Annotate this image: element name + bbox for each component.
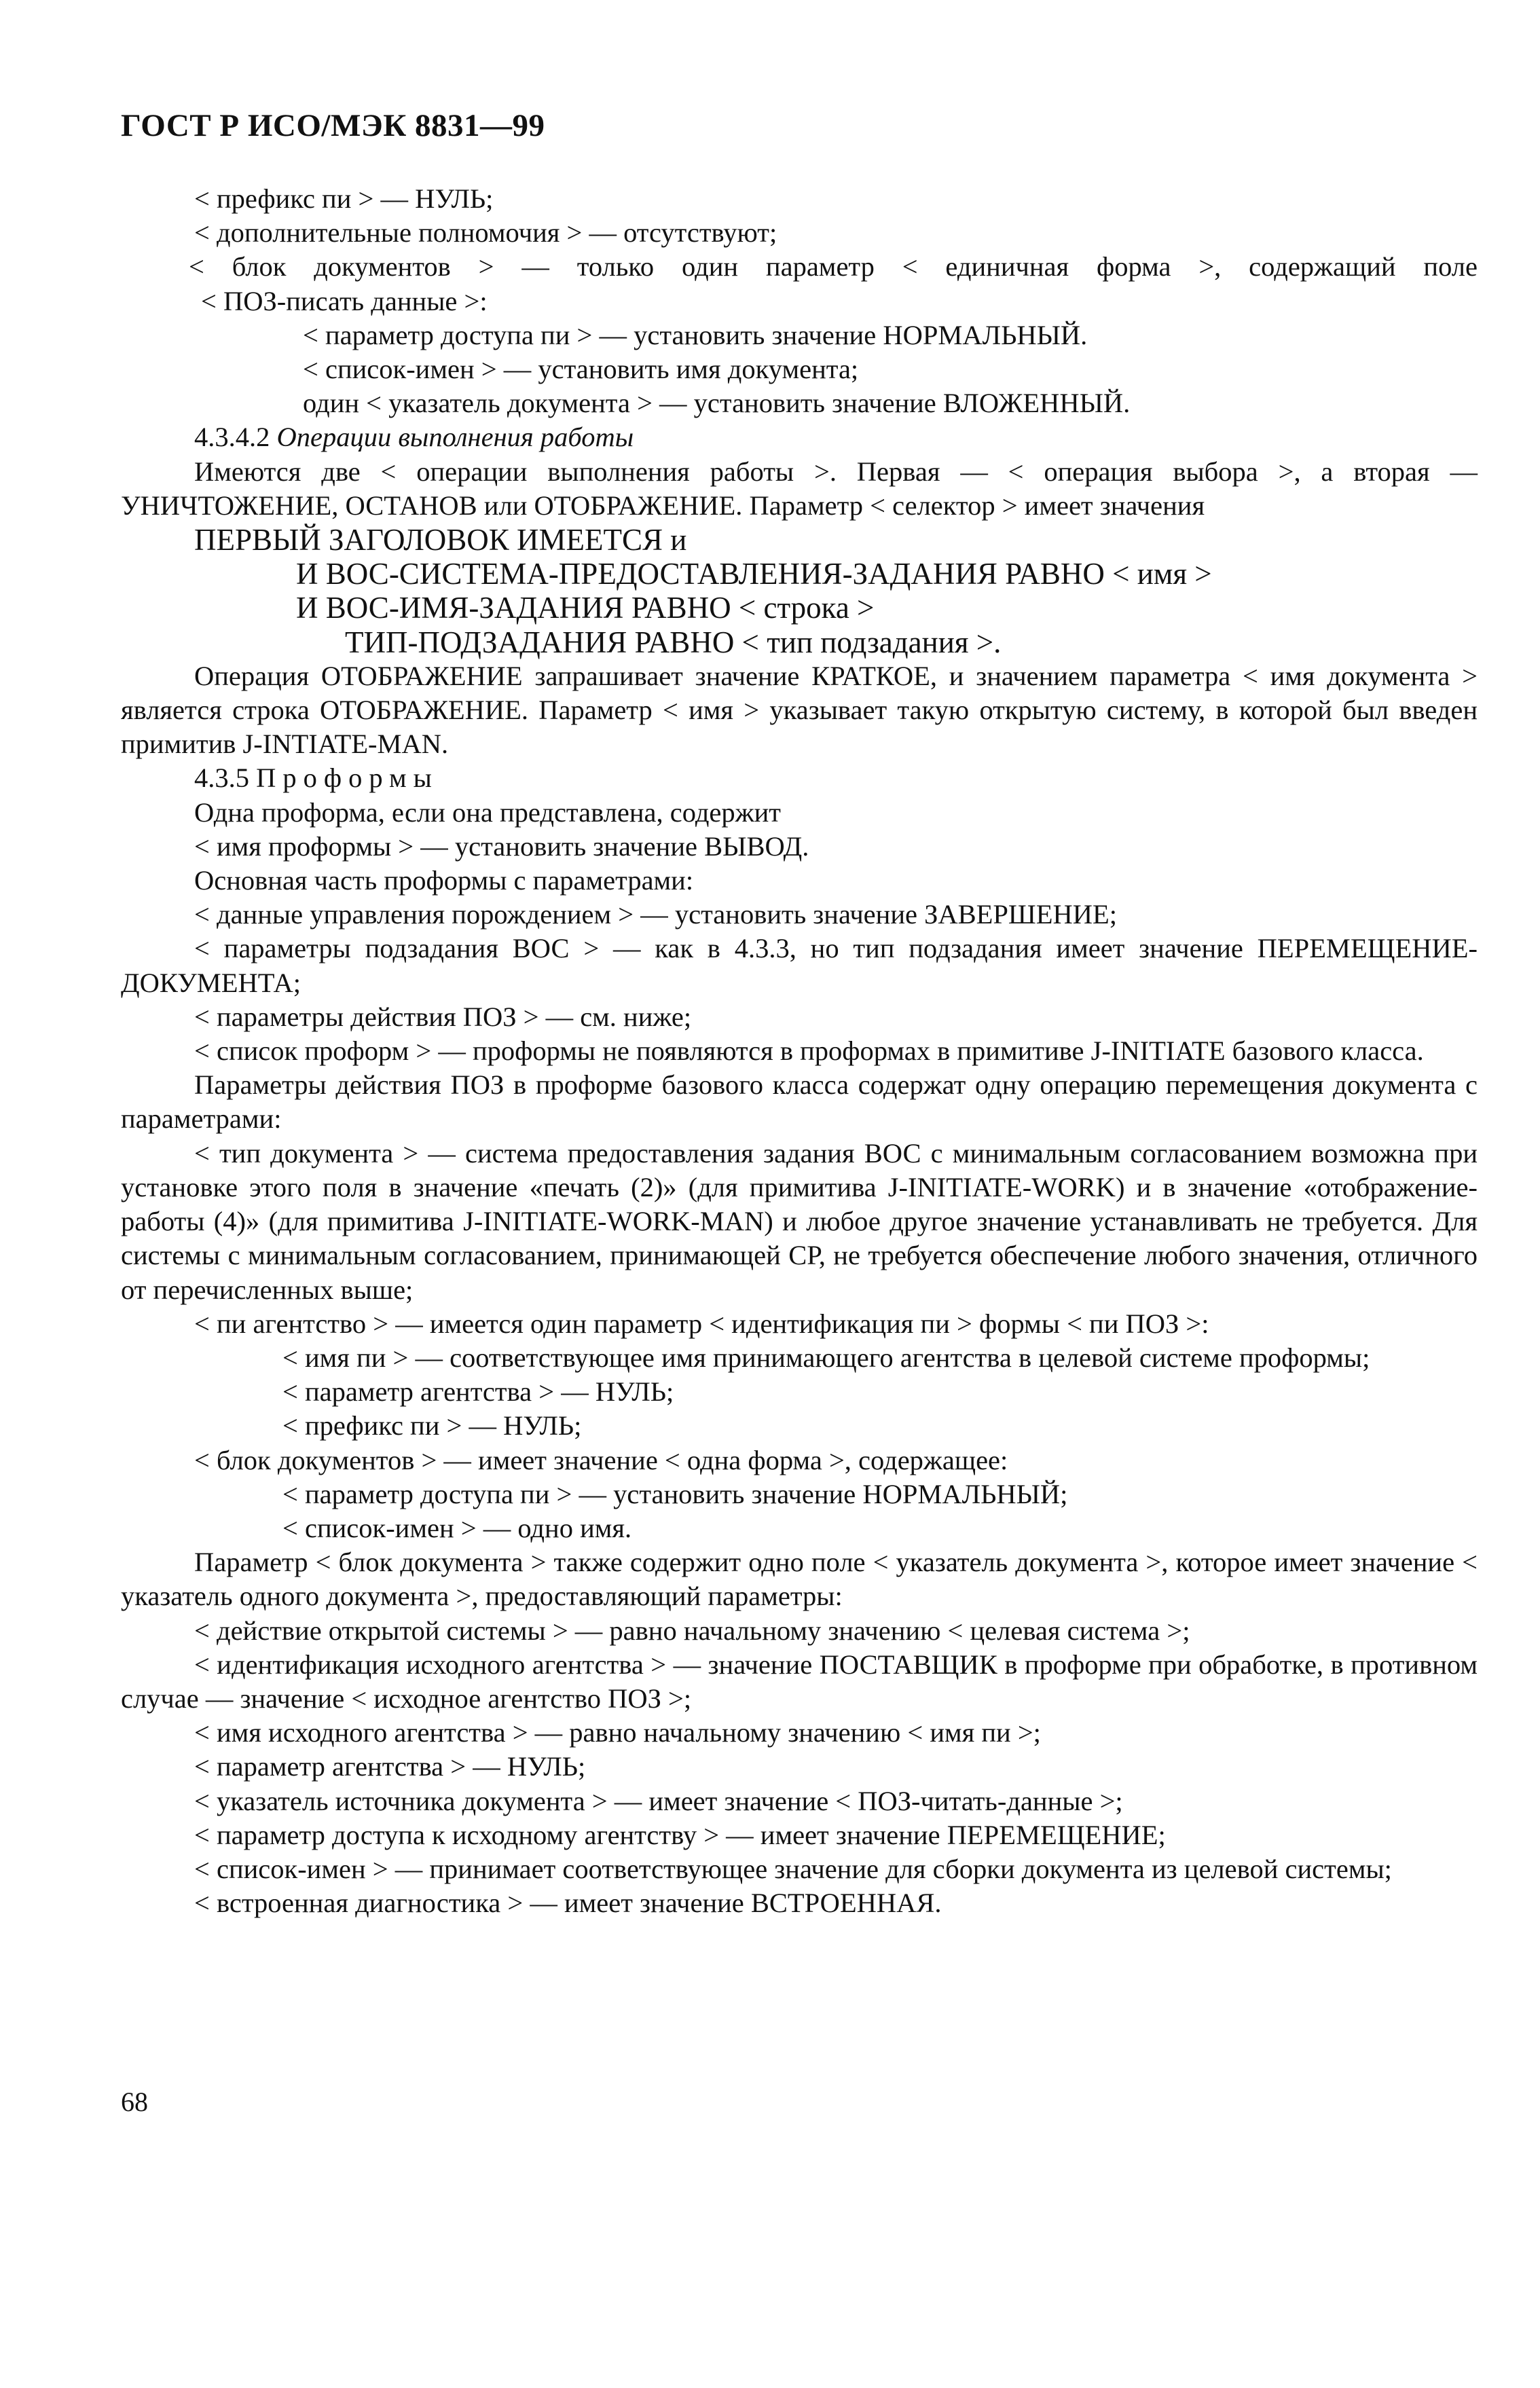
text-line: < ПОЗ-писать данные >: — [201, 285, 488, 316]
section-title: Проформы — [256, 763, 439, 794]
selector-line: И ВОС-СИСТЕМА-ПРЕДОСТАВЛЕНИЯ-ЗАДАНИЯ РАВНО < имя > — [296, 557, 1212, 591]
text-line: < встроенная диагностика > — имеет значение ВСТРОЕННАЯ. — [194, 1888, 942, 1919]
text-line: < префикс пи > — НУЛЬ; — [282, 1410, 582, 1441]
document-header: ГОСТ Р ИСО/МЭК 8831—99 — [121, 108, 545, 143]
paragraph: < список-имен > — принимает соответствующее значение для сборки документа из целевой системы; — [194, 1853, 1392, 1884]
selector-line: ТИП-ПОДЗАДАНИЯ РАВНО < тип подзадания >. — [345, 625, 1002, 659]
section-number: 4.3.5 — [194, 763, 257, 794]
paragraph: < идентификация исходного агентства > — значение ПОСТАВЩИК в проформе при обработке, в противном случае — значение < исходное агентство ПОЗ >; — [121, 1649, 1478, 1714]
text-line: один < указатель документа > — установить значение ВЛОЖЕННЫЙ. — [303, 388, 1131, 419]
text-line: < параметр агентства > — НУЛЬ; — [194, 1751, 586, 1782]
document-body — [121, 182, 1478, 1920]
text-line: < префикс пи > — НУЛЬ; — [194, 183, 494, 214]
text-line: < список-имен > — одно имя. — [282, 1512, 632, 1543]
paragraph: < параметры подзадания ВОС > — как в 4.3.3, но тип подзадания имеет значение ПЕРЕМЕЩЕНИЕ-ДОКУМЕНТА; — [121, 933, 1478, 998]
paragraph: < имя пи > — соответствующее имя принимающего агентства в целевой системе проформы; — [282, 1342, 1370, 1373]
text-line: Основная часть проформы с параметрами: — [194, 865, 694, 896]
text-line: < пи агентство > — имеется один параметр < идентификация пи > формы < пи ПОЗ >: — [194, 1308, 1209, 1339]
page-number: 68 — [121, 2087, 148, 2117]
text-line: < параметр доступа пи > — установить значение НОРМАЛЬНЫЙ; — [282, 1478, 1068, 1509]
text-line: < действие открытой системы > — равно начальному значению < целевая система >; — [194, 1615, 1190, 1646]
text-line: < указатель источника документа > — имеет значение < ПОЗ-читать-данные >; — [194, 1785, 1123, 1816]
paragraph: Параметры действия ПОЗ в проформе базового класса содержат одну операцию перемещения документа с параметрами: — [121, 1069, 1478, 1135]
paragraph: Имеются две < операции выполнения работы >. Первая — < операция выбора >, а вторая — УНИЧТОЖЕНИЕ, ОСТАНОВ или ОТОБРАЖЕНИЕ. Параметр < селектор > имеет значения — [121, 456, 1478, 521]
text-line: < параметр доступа пи > — установить значение НОРМАЛЬНЫЙ. — [303, 319, 1088, 350]
text-line: < параметр агентства > — НУЛЬ; — [282, 1376, 674, 1408]
text-line: < список-имен > — установить имя документа; — [303, 354, 859, 385]
text-line: < блок документов > — имеет значение < одна форма >, содержащее: — [194, 1444, 1008, 1475]
paragraph: < тип документа > — система предоставления задания ВОС с минимальным согласованием возможна при установке этого поля в значение «печать (2)» (для примитива J-INITIATE-WORK) и в значение «отображение-работы (4)» (для примитива J-INITIATE-WORK-MAN) и любое другое значение устанавливать не требуется. Для системы с минимальным согласованием, принимающей СР, не требуется обеспечение любого значения, отличного от перечисленных выше; — [121, 1137, 1478, 1305]
paragraph: < список проформ > — проформы не появляются в проформах в примитиве J-INITIATE базового класса. — [194, 1035, 1424, 1067]
text-line: < параметр доступа к исходному агентству > — имеет значение ПЕРЕМЕЩЕНИЕ; — [194, 1819, 1166, 1850]
selector-line: И ВОС-ИМЯ-ЗАДАНИЯ РАВНО < строка > — [296, 591, 875, 625]
paragraph: Параметр < блок документа > также содержит одно поле < указатель документа >, которое имеет значение < указатель одного документа >, предоставляющий параметры: — [121, 1547, 1478, 1612]
text-line: < имя проформы > — установить значение ВЫВОД. — [194, 830, 809, 862]
text-line: < данные управления порождением > — установить значение ЗАВЕРШЕНИЕ; — [194, 899, 1118, 930]
subsection-number: 4.3.4.2 — [194, 422, 277, 453]
text-line: < параметры действия ПОЗ > — см. ниже; — [194, 1001, 692, 1032]
text-line: < дополнительные полномочия > — отсутствуют; — [194, 217, 777, 249]
section-heading — [121, 761, 1478, 795]
subsection-title: Операции выполнения работы — [276, 422, 634, 453]
selector-line: ПЕРВЫЙ ЗАГОЛОВОК ИМЕЕТСЯ и — [194, 523, 687, 557]
text-line: < имя исходного агентства > — равно начальному значению < имя пи >; — [194, 1717, 1041, 1748]
text-line: Одна проформа, если она представлена, содержит — [194, 796, 782, 828]
paragraph: Операция ОТОБРАЖЕНИЕ запрашивает значение КРАТКОЕ, и значением параметра < имя документа > является строка ОТОБРАЖЕНИЕ. Параметр < имя > указывает такую открытую систему, в которой был введен примитив J-INTIATE-MAN. — [121, 660, 1478, 760]
text-line: < блок документов > — только один параметр < единичная форма >, содержащий поле — [189, 251, 1478, 282]
subsection-heading — [121, 420, 1478, 454]
